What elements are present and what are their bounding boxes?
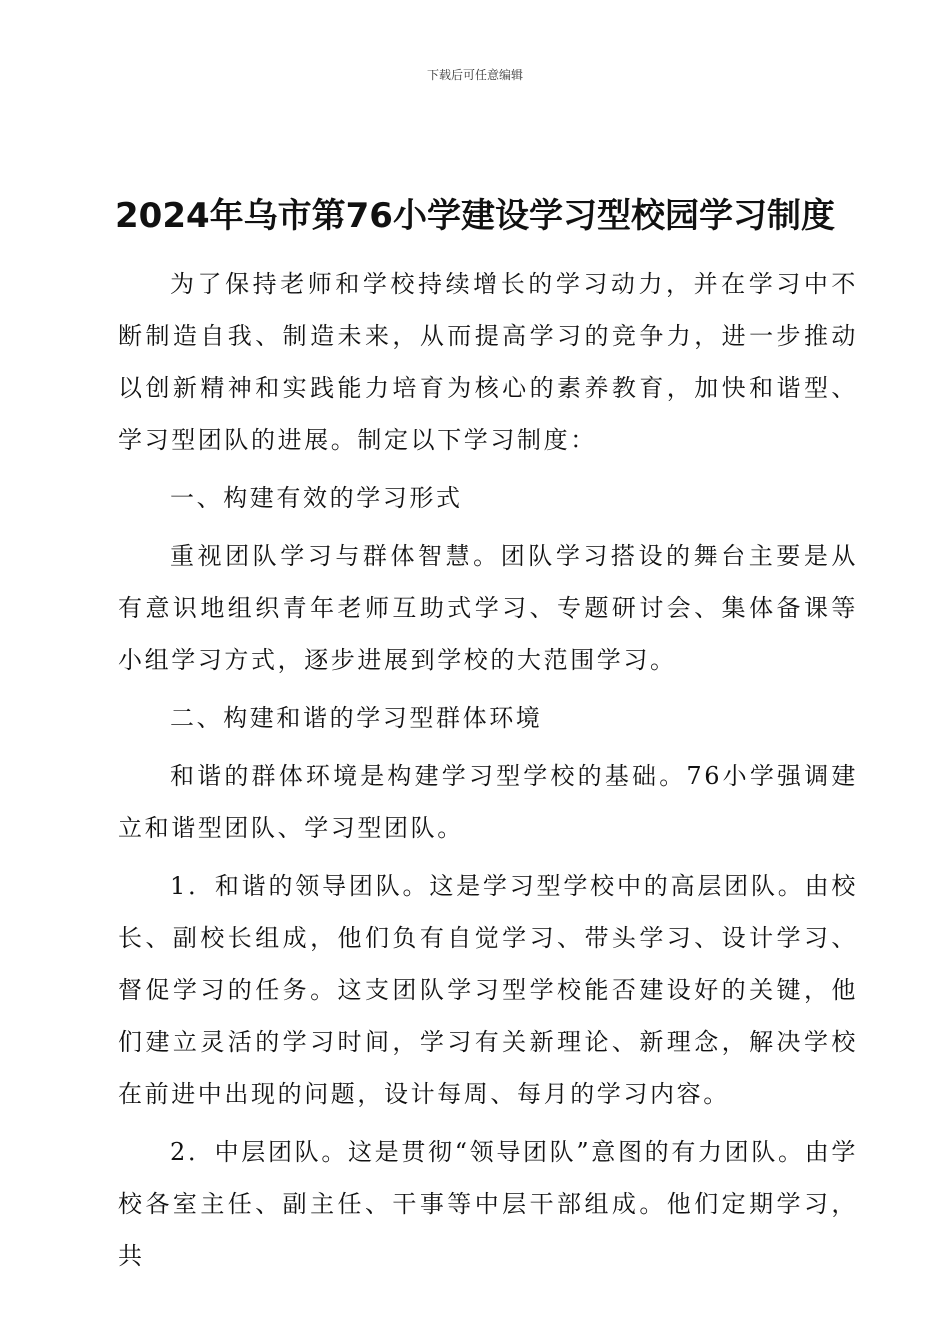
paragraph-item-2: 2．中层团队。这是贯彻“领导团队”意图的有力团队。由学校各室主任、副主任、干事等中层干部组成。他们定期学习，共 bbox=[118, 1138, 858, 1270]
document-title: 2024年乌市第76小学建设学习型校园学习制度 bbox=[115, 196, 835, 236]
paragraph-section-1: 重视团队学习与群体智慧。团队学习搭设的舞台主要是从有意识地组织青年老师互助式学习、专题研讨会、集体备课等小组学习方式，逐步进展到学校的大范围学习。 bbox=[118, 542, 858, 674]
paragraph-intro: 为了保持老师和学校持续增长的学习动力，并在学习中不断制造自我、制造未来，从而提高学习的竞争力，进一步推动以创新精神和实践能力培育为核心的素养教育，加快和谐型、学习型团队的进展。制定以下学习制度： bbox=[118, 270, 858, 454]
document-body bbox=[118, 258, 858, 1288]
paragraph-item-1: 1．和谐的领导团队。这是学习型学校中的高层团队。由校长、副校长组成，他们负有自觉学习、带头学习、设计学习、督促学习的任务。这支团队学习型学校能否建设好的关键，他们建立灵活的学习时间，学习有关新理论、新理念，解决学校在前进中出现的问题，设计每周、每月的学习内容。 bbox=[118, 872, 858, 1108]
section-heading-2: 二、构建和谐的学习型群体环境 bbox=[170, 704, 543, 732]
page-header-note: 下载后可任意编辑 bbox=[426, 68, 523, 82]
paragraph-section-2: 和谐的群体环境是构建学习型学校的基础。76小学强调建立和谐型团队、学习型团队。 bbox=[118, 762, 858, 842]
section-heading-1: 一、构建有效的学习形式 bbox=[170, 484, 463, 512]
